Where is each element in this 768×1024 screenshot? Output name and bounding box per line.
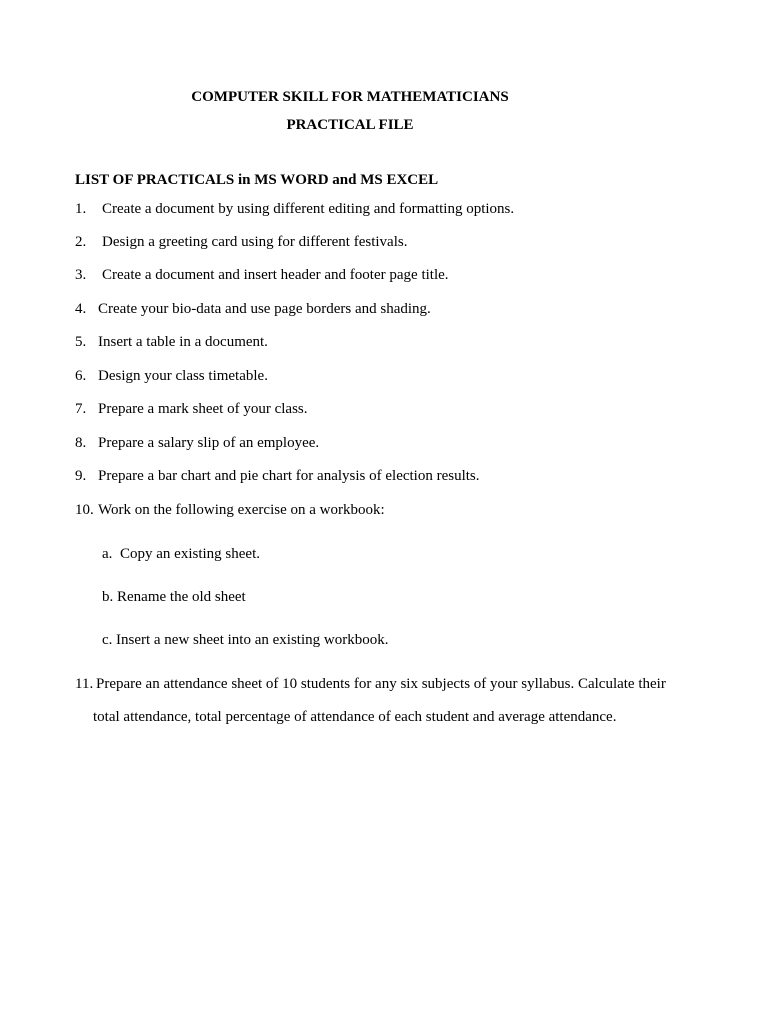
list-item <box>75 300 725 318</box>
list-item <box>75 266 725 284</box>
list-item-text: Prepare a bar chart and pie chart for analysis of election results. <box>98 468 480 484</box>
list-item <box>75 501 725 519</box>
list-item <box>75 333 725 351</box>
list-item-text-line-1: Prepare an attendance sheet of 10 students for any six subjects of your syllabus. Calculate their <box>96 676 666 692</box>
sub-list-item-text: Rename the old sheet <box>117 589 246 605</box>
list-item-text: Prepare a salary slip of an employee. <box>98 435 320 451</box>
list-item-number: 6. <box>75 368 87 384</box>
sub-list-item <box>102 588 602 606</box>
list-item-number: 10. <box>75 502 94 518</box>
list-item-text: Create a document and insert header and footer page title. <box>102 267 449 283</box>
list-item <box>75 675 715 693</box>
list-item-number: 2. <box>75 234 87 250</box>
list-item-number: 7. <box>75 401 87 417</box>
list-item <box>75 233 725 251</box>
document-subtitle: PRACTICAL FILE <box>286 117 414 133</box>
sub-list-item-label: b. <box>102 589 114 605</box>
sub-list-item <box>102 545 602 563</box>
list-item-number: 4. <box>75 301 87 317</box>
sub-list-item-label: c. <box>102 632 113 648</box>
sub-list-item-label: a. <box>102 546 113 562</box>
list-item-text: Create a document by using different editing and formatting options. <box>102 201 515 217</box>
sub-list-item-text: Insert a new sheet into an existing workbook. <box>116 632 389 648</box>
list-item-text: Insert a table in a document. <box>98 334 268 350</box>
list-item <box>75 434 725 452</box>
list-item-text: Work on the following exercise on a workbook: <box>98 502 385 518</box>
list-item <box>75 400 725 418</box>
list-item <box>75 367 725 385</box>
sub-list-item <box>102 631 602 649</box>
list-item-number: 5. <box>75 334 87 350</box>
list-item-text: Prepare a mark sheet of your class. <box>98 401 308 417</box>
sub-list-item-text: Copy an existing sheet. <box>120 546 260 562</box>
list-item <box>75 467 725 485</box>
list-item-number: 11. <box>75 676 94 692</box>
list-item-number: 8. <box>75 435 87 451</box>
list-item-number: 1. <box>75 201 87 217</box>
list-item <box>75 200 725 218</box>
list-heading: LIST OF PRACTICALS in MS WORD and MS EXCEL <box>75 172 439 188</box>
list-item-text-line-2: total attendance, total percentage of attendance of each student and average attendance. <box>93 709 617 725</box>
list-item-text: Design your class timetable. <box>98 368 268 384</box>
list-item-number: 3. <box>75 267 87 283</box>
document-title: COMPUTER SKILL FOR MATHEMATICIANS <box>191 89 509 105</box>
list-item-text: Design a greeting card using for different festivals. <box>102 234 408 250</box>
list-item-number: 9. <box>75 468 87 484</box>
list-item-text: Create your bio-data and use page borders and shading. <box>98 301 431 317</box>
